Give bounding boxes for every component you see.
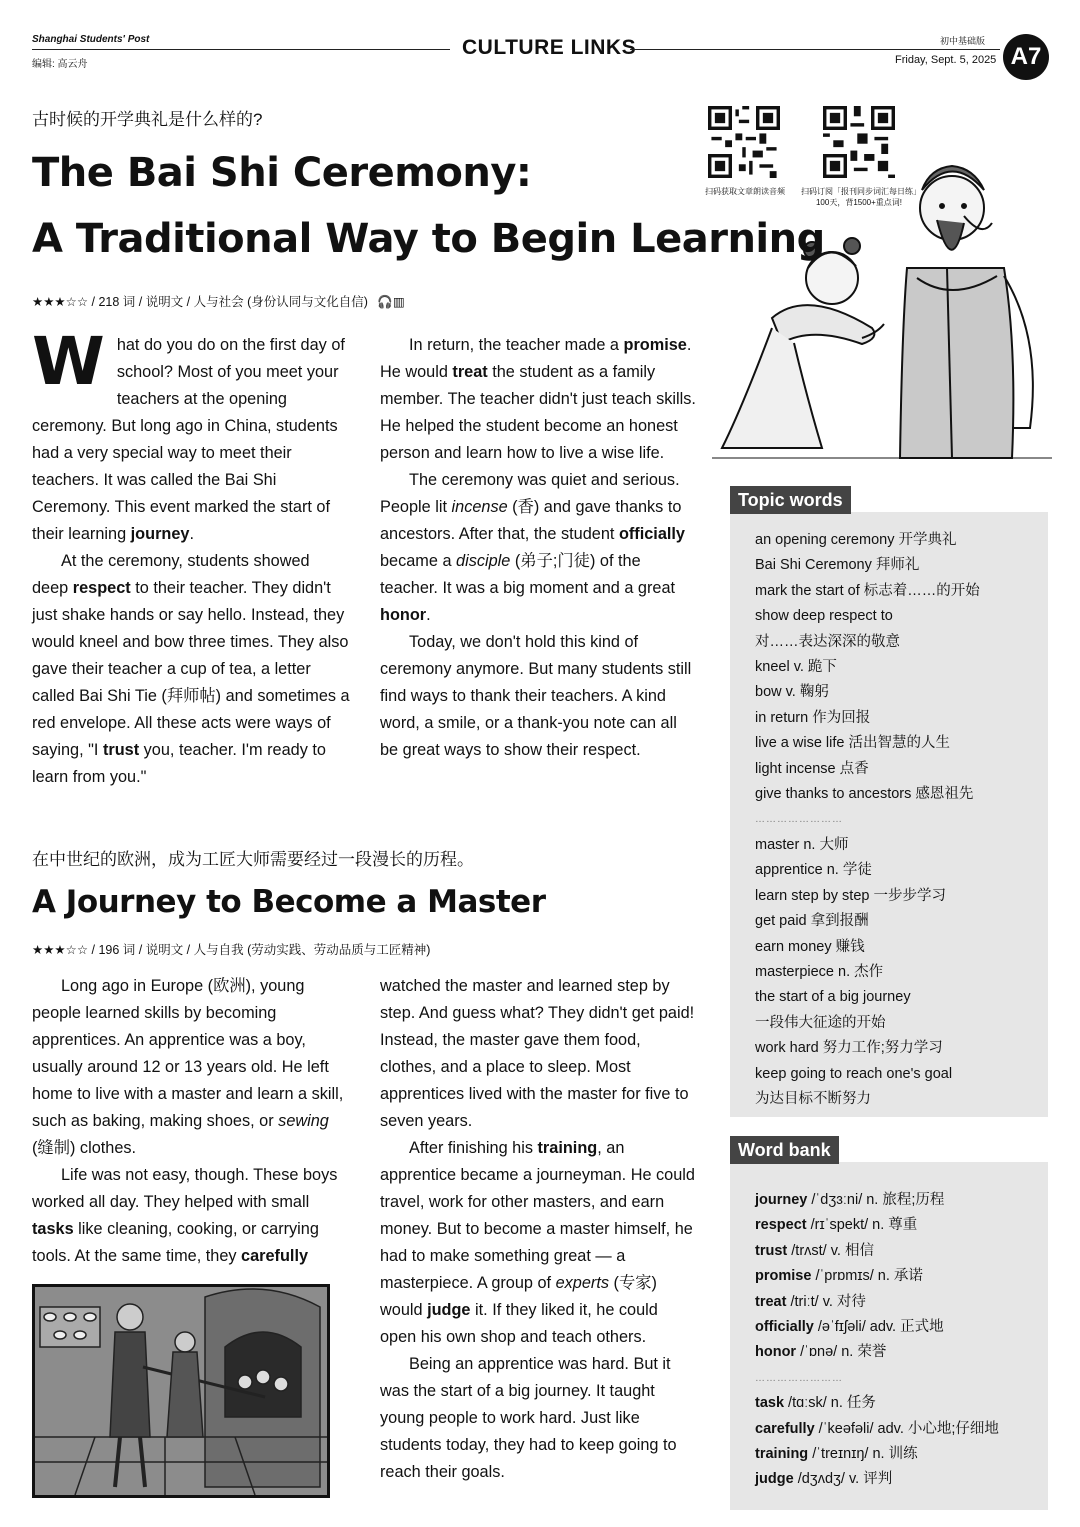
- article2-column1: [32, 973, 350, 1270]
- drop-cap: W: [32, 323, 105, 400]
- article1-column2: [380, 332, 698, 764]
- vocab-word: training: [537, 1139, 598, 1157]
- medieval-bakery-woodcut: [32, 1284, 330, 1498]
- text-run: the student as a family member. The teacher didn't just teach skills. He helped the student become an honest person and learn how to live a wise life.: [380, 363, 696, 462]
- article1-kicker: 古时候的开学典礼是什么样的?: [32, 110, 263, 129]
- word-bank-entry: [755, 1467, 999, 1492]
- topic-word: in return 作为回报: [755, 709, 871, 726]
- word-bank-entry: [755, 1188, 999, 1213]
- vocab-word: promise: [623, 336, 687, 354]
- topic-word: keep going to reach one's goal: [755, 1065, 953, 1082]
- article1-column1: [32, 323, 350, 791]
- definition: /ˈdʒɜːni/ n. 旅程;历程: [807, 1192, 945, 1208]
- topic-word: get paid 拿到报酬: [755, 913, 869, 930]
- text-run: to their teacher. They didn't just shake hands or say hello. Instead, they would kneel and bow three times. They also gave their teacher a cup of tea, a letter called Bai Shi Tie (拜师帖) and sometimes a red envelope. All these acts were ways of saying, "I: [32, 579, 350, 759]
- article2-column2: [380, 973, 698, 1486]
- definition: /dʒʌdʒ/ v. 评判: [793, 1471, 893, 1488]
- article2-paragraph: [32, 1162, 350, 1270]
- definition: /triːt/ v. 对待: [786, 1293, 866, 1310]
- vocab-word: journey: [130, 525, 190, 543]
- word-bank-list: [755, 1188, 999, 1493]
- text-run: Long ago in Europe (欧洲), young people learned skills by becoming apprentices. An apprentice was a boy, usually around 12 or 13 years old. He left home to live with a master and learn a skill, such as baking, making shoes, or: [32, 977, 344, 1130]
- article1-title-line2: A Traditional Way to Begin Learning: [32, 216, 825, 262]
- text-run: (专家) would: [380, 1274, 657, 1319]
- dotted-separator: ……………………: [755, 814, 843, 826]
- text-run: .: [189, 525, 194, 543]
- text-run: (香) and gave thanks to ancestors. After that, the student: [380, 498, 682, 543]
- text-run: After finishing his: [409, 1139, 538, 1157]
- article1-paragraph: [32, 548, 350, 791]
- topic-word: Bai Shi Ceremony 拜师礼: [755, 557, 920, 574]
- article1-paragraph: Today, we don't hold this kind of ceremony anymore. But many students still find ways to thank their teachers. A kind word, a smile, or a thank-you note can all be great ways to show their respect.: [380, 633, 692, 759]
- dotted-separator: ……………………: [755, 1372, 843, 1384]
- topic-word: an opening ceremony 开学典礼: [755, 532, 957, 548]
- text-run: like cleaning, cooking, or carrying tools. At the same time, they: [32, 1220, 319, 1265]
- definition: /ˈprɒmɪs/ n. 承诺: [811, 1268, 923, 1285]
- headword: officially: [755, 1319, 814, 1336]
- topic-word: mark the start of 标志着……的开始: [755, 582, 980, 599]
- article2-meta: ★★★☆☆ / 196 词 / 说明文 / 人与自我 (劳动实践、劳动品质与工匠精神): [32, 943, 431, 957]
- article1-paragraph: [380, 467, 698, 629]
- text-run: (缝制) clothes.: [32, 1139, 137, 1157]
- word-bank-entry: [755, 1417, 999, 1442]
- word-bank-entry: [755, 1340, 999, 1365]
- topic-word: bow v. 鞠躬: [755, 684, 829, 701]
- topic-words-label: Topic words: [730, 486, 851, 514]
- word-bank-entry: [755, 1315, 999, 1340]
- book-icon[interactable]: ▥: [392, 295, 405, 309]
- headword: judge: [755, 1471, 794, 1488]
- headword: trust: [755, 1242, 788, 1259]
- article2-paragraph: [380, 1135, 698, 1351]
- headword: carefully: [755, 1420, 815, 1437]
- vocab-word: judge: [427, 1301, 471, 1319]
- word-bank-entry: [755, 1442, 999, 1467]
- text-run: Life was not easy, though. These boys worked all day. They helped with small: [32, 1166, 338, 1211]
- text-run: hat do you do on the first day of school? Most of you meet your teachers at the opening ceremony. But long ago in China, students had a very special way to meet their teachers. It was called the Bai Shi Ceremony. This event marked the start of their learning: [32, 336, 345, 543]
- article2-paragraph: [32, 973, 350, 1162]
- topic-word: 对……表达深深的敬意: [755, 633, 900, 650]
- vocab-word: tasks: [32, 1220, 74, 1238]
- glossed-word: disciple: [456, 552, 511, 570]
- text-run: , an apprentice became a journeyman. He could travel, work for other masters, and earn money. But to become a master himself, he had to make something great — a masterpiece. A group of: [380, 1139, 695, 1292]
- word-bank-label: Word bank: [730, 1136, 839, 1164]
- definition: /ˈtreɪnɪŋ/ n. 训练: [808, 1446, 918, 1463]
- definition: /ˈɒnə/ n. 荣誉: [796, 1344, 887, 1361]
- topic-word: give thanks to ancestors 感恩祖先: [755, 786, 974, 803]
- topic-word: learn step by step 一步步学习: [755, 887, 946, 904]
- definition: /tɑːsk/ n. 任务: [784, 1395, 876, 1412]
- word-bank-entry: [755, 1239, 999, 1264]
- article1-paragraph: [32, 323, 350, 548]
- definition: /rɪˈspekt/ n. 尊重: [806, 1217, 918, 1234]
- text-run: At the ceremony, students showed deep: [32, 552, 310, 597]
- topic-word: 为达目标不断努力: [755, 1090, 871, 1107]
- article1-meta-text: ★★★☆☆ / 218 词 / 说明文 / 人与社会 (身份认同与文化自信): [32, 295, 368, 309]
- edition-label: 初中基础版: [940, 36, 986, 46]
- article2-title: A Journey to Become a Master: [32, 884, 546, 920]
- article2-paragraph: Being an apprentice was hard. But it was the start of a big journey. It taught young people to work hard. Just like students today, they had to keep going to reach their goals.: [380, 1355, 677, 1481]
- topic-word: apprentice n. 学徒: [755, 862, 872, 879]
- definition: /ˈkeəfəli/ adv. 小心地;仔细地: [814, 1420, 999, 1437]
- article1-paragraph: [380, 332, 698, 467]
- article2-kicker: 在中世纪的欧洲，成为工匠大师需要经过一段漫长的历程。: [32, 850, 474, 869]
- topic-word: the start of a big journey: [755, 989, 911, 1006]
- definition: /əˈfɪʃəli/ adv. 正式地: [813, 1319, 944, 1336]
- vocab-word: carefully: [241, 1247, 309, 1265]
- definition: /trʌst/ v. 相信: [787, 1242, 874, 1259]
- text-run: . He would: [380, 336, 692, 381]
- paper-name: Shanghai Students' Post: [32, 34, 150, 45]
- section-title: CULTURE LINKS: [462, 36, 637, 59]
- article1-title-line1: The Bai Shi Ceremony:: [32, 150, 532, 196]
- topic-word: master n. 大师: [755, 836, 849, 853]
- vocab-word: officially: [618, 525, 685, 543]
- masthead-rule-right: [630, 49, 1000, 50]
- topic-word: earn money 赚钱: [755, 938, 865, 955]
- word-bank-entry: [755, 1391, 999, 1416]
- masthead-rule-left: [32, 49, 450, 50]
- headword: respect: [755, 1217, 807, 1234]
- text-run: you, teacher. I'm ready to learn from you.": [32, 741, 326, 786]
- topic-word: work hard 努力工作;努力学习: [755, 1040, 943, 1057]
- page-number-badge: A7: [1003, 34, 1049, 80]
- topic-word: masterpiece n. 杰作: [755, 963, 884, 980]
- topic-word: live a wise life 活出智慧的人生: [755, 735, 950, 752]
- qr-caption-subscribe: 扫码订阅「报刊同步词汇每日练」100天，背1500+重点词!: [801, 187, 917, 207]
- headword: honor: [755, 1344, 797, 1361]
- text-run: it. If they liked it, he could open his own shop and teach others.: [380, 1301, 658, 1346]
- article1-meta: [32, 292, 405, 310]
- headword: task: [755, 1395, 785, 1412]
- glossed-word: experts: [555, 1274, 609, 1292]
- glossed-word: sewing: [278, 1112, 329, 1130]
- text-run: (弟子;门徒) of the teacher. It was a big moment and a great: [380, 552, 676, 597]
- topic-word: kneel v. 跪下: [755, 659, 837, 676]
- text-run: The ceremony was quiet and serious. People lit: [380, 471, 680, 516]
- qr-caption-audio: 扫码获取文章朗读音频: [705, 187, 785, 196]
- topic-word: light incense 点香: [755, 760, 869, 777]
- vocab-word: honor: [380, 606, 427, 624]
- topic-word: show deep respect to: [755, 608, 893, 625]
- word-bank-entry: [755, 1290, 999, 1315]
- headword: training: [755, 1446, 809, 1463]
- issue-date: Friday, Sept. 5, 2025: [895, 54, 997, 66]
- headphones-icon[interactable]: 🎧: [377, 295, 393, 309]
- word-bank-entry: [755, 1213, 999, 1238]
- vocab-word: treat: [452, 363, 488, 381]
- topic-words-list: [755, 528, 980, 1112]
- word-bank-entry: [755, 1264, 999, 1289]
- glossed-word: incense: [451, 498, 508, 516]
- topic-word: 一段伟大征途的开始: [755, 1014, 886, 1031]
- editor-credit: 编辑: 高云舟: [32, 59, 88, 70]
- headword: journey: [755, 1192, 808, 1208]
- article2-paragraph: watched the master and learned step by step. And guess what? They didn't get paid! Instead, the master gave them food, clothes, and a place to sleep. Most apprentices lived with the master for five to seven years.: [380, 977, 695, 1130]
- text-run: became a: [380, 552, 457, 570]
- bai-shi-illustration: [712, 128, 1052, 468]
- text-run: .: [426, 606, 431, 624]
- headword: promise: [755, 1268, 812, 1285]
- vocab-word: respect: [72, 579, 131, 597]
- vocab-word: trust: [102, 741, 140, 759]
- text-run: In return, the teacher made a: [409, 336, 624, 354]
- headword: treat: [755, 1293, 787, 1310]
